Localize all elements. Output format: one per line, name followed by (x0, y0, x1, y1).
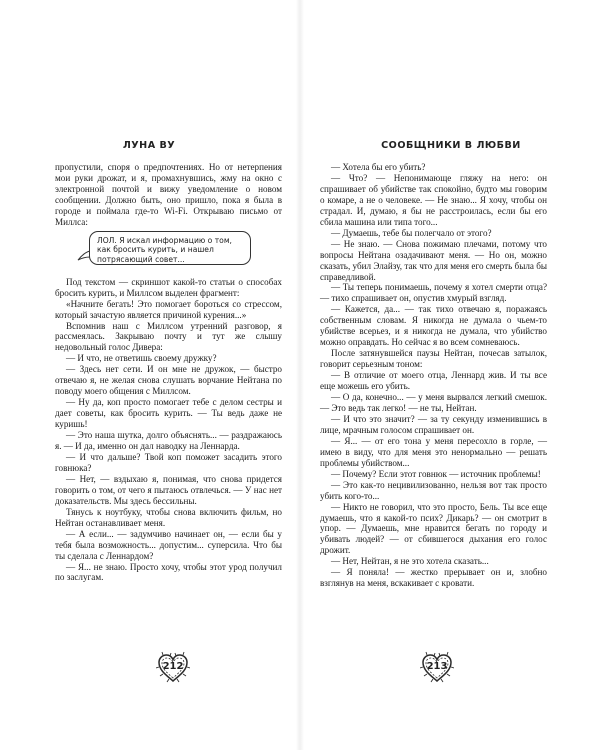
paragraph: После затянувшейся паузы Нейтан, почесав затылок, говорит серьезным тоном: (320, 348, 547, 370)
paragraph: — О да, конечно... — у меня вырвался легкий смешок. — Это ведь так легко! — не ты, Нейтан. (320, 392, 547, 413)
paragraph: — Здесь нет сети. И он мне не дружок, — быстро отвечаю я, не желая снова слушать ворчание Нейтана по поводу моего общения с Миллсом. (55, 364, 282, 397)
paragraph: — Думаешь, тебе бы полегчало от этого? (331, 227, 492, 238)
page-number-badge (156, 651, 190, 685)
page-number: 213 (426, 661, 448, 672)
left-page-text (55, 162, 282, 583)
message-bubble-text: ЛОЛ. Я искал информацию о том, как бросить курить, и нашел потрясающий совет... (89, 231, 251, 265)
paragraph: — Почему? Если этот говнюк — источник проблемы! (331, 468, 541, 479)
message-bubble (77, 231, 259, 271)
paragraph: — А если... — задумчиво начинает он, — если бы у тебя была возможность... допустим... суперсила. Что бы ты сделала с Леннардом? (55, 528, 282, 561)
paragraph: Под текстом — скриншот какой-то статьи о способах бросить курить, и Миллсом выделен фрагмент: (55, 276, 282, 298)
paragraph: — И что, не ответишь своему дружку? (66, 353, 217, 364)
paragraph: — Это наша шутка, долго объяснять... — раздражаюсь я. — И да, именно он дал наводку на Леннарда. (55, 430, 282, 452)
paragraph: — Кажется, да... — так тихо отвечаю я, поражаясь собственным словам. Я никогда не думала о чьем-то убийстве всерьез, и я никогда не думала, что убийство можно оправдать. Но сейчас я во всем сомневаюсь. (320, 304, 547, 348)
paragraph: — Нет, Нейтан, я не это хотела сказать... (331, 556, 489, 567)
paragraph: — Хотела бы его убить? (331, 162, 426, 172)
paragraph: — Ну да, коп просто помогает тебе с делом сестры и дает советы, как бросить курить. — Ты ведь даже не куришь! (55, 397, 282, 430)
running-head-author: ЛУНА ВУ (122, 140, 176, 151)
paragraph: — Я... — от его тона у меня пересохло в горле, — имею в виду, что для меня это ненормально — решать проблемы убийством... (320, 435, 547, 468)
running-head-title: СООБЩНИКИ В ЛЮБВИ (381, 140, 521, 151)
paragraph: — И что это значит? — за ту секунду изменившись в лице, мрачным голосом спрашивает он. (320, 413, 547, 435)
paragraph: Вспомнив наш с Миллсом утренний разговор, я рассмеялась. Закрываю почту и тут же слышу недовольный голос Дивера: (55, 320, 282, 353)
right-page-text (320, 162, 547, 589)
page-number: 212 (162, 661, 184, 672)
paragraph: «Начните бегать! Это помогает бороться со стрессом, который зачастую является причиной курения...» (55, 298, 282, 320)
paragraph: — Я поняла! — жестко прерывает он и, злобно взглянув на меня, вскакивает с кровати. (320, 567, 547, 589)
page-number-badge (420, 651, 454, 685)
paragraph: Тянусь к ноутбуку, чтобы снова включить фильм, но Нейтан останавливает меня. (55, 506, 282, 528)
paragraph: — Не знаю. — Снова пожимаю плечами, потому что вопросы Нейтана озадачивают меня. — Но он, можно сказать, убил Элайзу, так что для меня его смерть была бы справедливой. (320, 238, 547, 282)
paragraph: — Это как-то нецивилизованно, нельзя вот так просто убить кого-то... (320, 479, 547, 501)
paragraph: — Я... не знаю. Просто хочу, чтобы этот урод получил по заслугам. (55, 561, 282, 583)
paragraph: — И что дальше? Твой коп поможет засадить этого говнюка? (55, 451, 282, 473)
left-page (0, 0, 298, 750)
paragraph: — В отличие от моего отца, Леннард жив. И ты все еще можешь его убить. (320, 370, 547, 392)
paragraph: — Нет, — вздыхаю я, понимая, что снова придется говорить о том, от чего я пытаюсь отвлечься. — У нас нет доказательств. Мы здесь бессильны. (55, 473, 282, 506)
paragraph: — Никто не говорил, что это просто, Бель. Ты все еще думаешь, что я какой-то псих? Дикарь? — он смотрит в упор. — Думаешь, мне нравится бегать по городу и убивать людей? — от сбившегося дыхания его голос дрожит. (320, 501, 547, 556)
paragraph: пропустили, споря о предпочтениях. Но от нетерпения мои руки дрожат, и я, промахнувшись, жму на окно с электронной почтой и вижу уведомление о новом сообщении. Должно быть, оно пришло, пока я была в городе и поймала где-то Wi-Fi. Открываю письмо от Миллса: (55, 162, 282, 227)
right-page (302, 0, 600, 750)
paragraph: — Что? — Непонимающе гляжу на него: он спрашивает об убийстве так спокойно, будто мы говорим о комаре, а не о человеке. — Не знаю... Я хочу, чтобы он страдал. И, думаю, я бы не расстроилась, если бы его сбила машина или типа того... (320, 172, 547, 227)
paragraph: — Ты теперь понимаешь, почему я хотел смерти отца? — тихо спрашивает он, опустив хмурый взгляд. (320, 282, 547, 304)
